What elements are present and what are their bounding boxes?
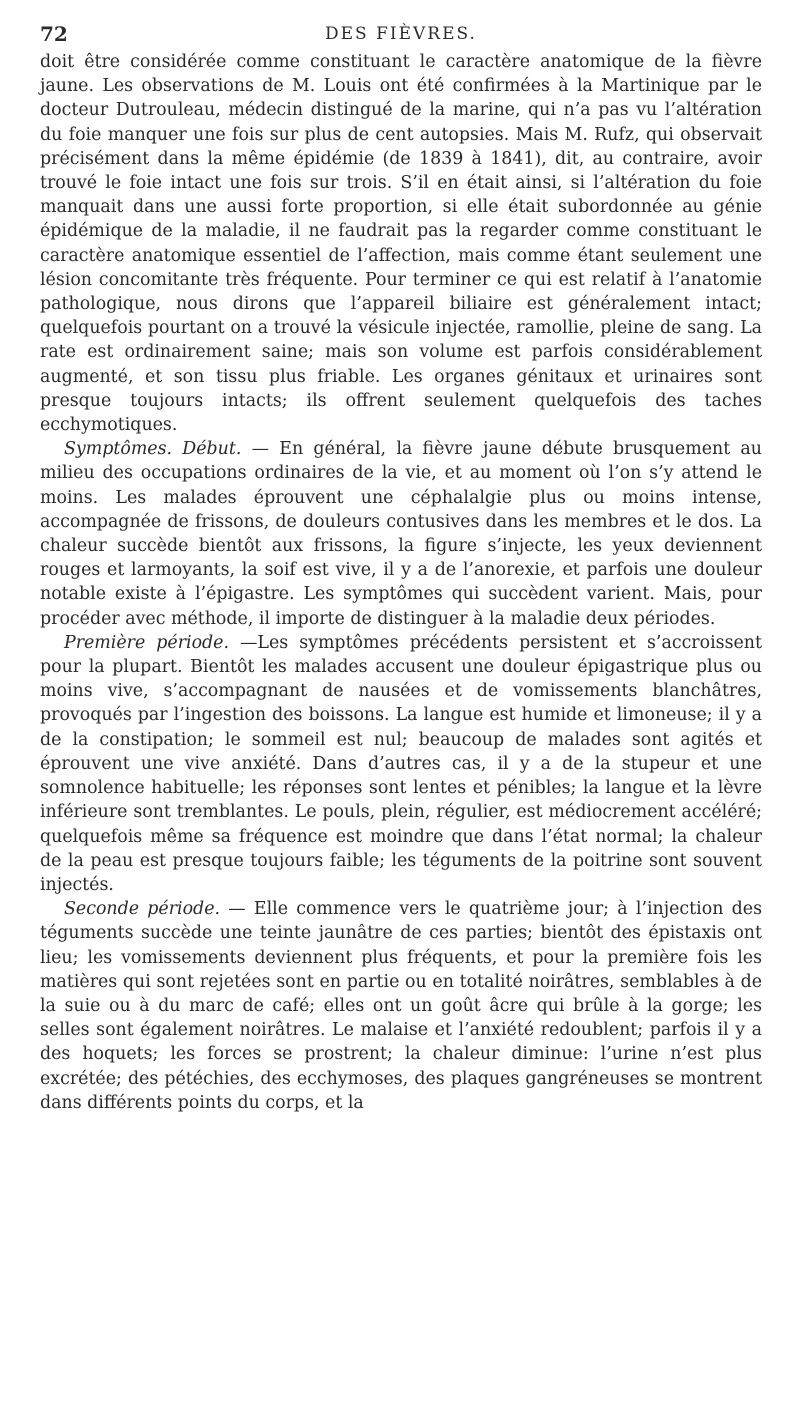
paragraph-text: —Les symptômes précédents persistent et s’accroissent pour la plupart. Bientôt les malades accusent une douleur épigastrique plus ou moins vive, s’accompagnant de nausées et de vomissements blanchâtres, provoqués par l’ingestion des boissons. La langue est humide et limoneuse; il y a de la constipation; le sommeil est nul; beaucoup de malades sont agités et éprouvent une vive anxiété. Dans d’autres cas, il y a de la stupeur et une somnolence habituelle; les réponses sont lentes et pénibles; la langue et la lèvre inférieure sont tremblantes. Le pouls, plein, régulier, est médiocrement accéléré; quelquefois même sa fréquence est moindre que dans l’état normal; la chaleur de la peau est presque toujours faible; les téguments de la poitrine sont souvent injectés. xyxy=(40,632,762,895)
paragraph-text: — Elle commence vers le quatrième jour; à l’injection des téguments succède une teinte jaunâtre de ces parties; bientôt des épistaxis ont lieu; les vomissements deviennent plus fréquents, et pour la première fois les matières qui sont rejetées sont en partie ou en totalité noirâtres, semblables à de la suie ou à du marc de café; elles ont un goût âcre qui brûle à la gorge; les selles sont également noirâtres. Le malaise et l’anxiété redoublent; parfois il y a des hoquets; les forces se prostrent; la chaleur diminue: l’urine n’est plus excrétée; des pétéchies, des ecchymoses, des plaques gangréneuses se montrent dans différents points du corps, et la xyxy=(40,899,762,1113)
section-heading-symptomes: Symptômes. Début. xyxy=(64,439,242,460)
paragraph-second-period xyxy=(40,897,762,1115)
running-title: DES FIÈVRES. xyxy=(325,24,477,44)
running-head xyxy=(40,22,762,50)
section-heading-seconde-periode: Seconde période. xyxy=(64,899,221,920)
book-page xyxy=(40,22,762,1115)
paragraph-first-period xyxy=(40,631,762,897)
paragraph-symptoms-onset xyxy=(40,437,762,631)
paragraph-text: doit être considérée comme constituant le caractère anatomique de la fièvre jaune. Les observations de M. Louis ont été confirmées à la Martinique par le docteur Dutrouleau, médecin distingué de la marine, qui n’a pas vu l’altération du foie manquer une fois sur plus de cent autopsies. Mais M. Rufz, qui observait précisément dans la même épidémie (de 1839 à 1841), dit, au contraire, avoir trouvé le foie intact une fois sur trois. S’il en était ainsi, si l’altération du foie manquait dans une aussi forte proportion, si elle était subordonnée au génie épidémique de la maladie, il ne faudrait pas la regarder comme constituant le caractère anatomique essentiel de l’affection, mais comme étant seulement une lésion concomitante très fréquente. Pour terminer ce qui est relatif à l’anatomie pathologique, nous dirons que l’appareil biliaire est généralement intact; quelquefois pourtant on a trouvé la vésicule injectée, ramollie, pleine de sang. La rate est ordinairement saine; mais son volume est parfois considérablement augmenté, et son tissu plus friable. Les organes génitaux et urinaires sont presque toujours intacts; ils offrent seulement quelquefois des taches ecchymotiques. xyxy=(40,52,762,436)
paragraph-anatomy xyxy=(40,50,762,437)
section-heading-premiere-periode: Première période. xyxy=(64,632,229,653)
paragraph-text: — En général, la fièvre jaune débute brusquement au milieu des occupations ordinaires de la vie, et au moment où l’on s’y attend le moins. Les malades éprouvent une céphalalgie plus ou moins intense, accompagnée de frissons, de douleurs contusives dans les membres et le dos. La chaleur succède bientôt aux frissons, la figure s’injecte, les yeux deviennent rouges et larmoyants, la soif est vive, il y a de l’anorexie, et parfois une douleur notable existe à l’épigastre. Les symptômes qui succèdent varient. Mais, pour procéder avec méthode, il importe de distinguer à la maladie deux périodes. xyxy=(40,439,763,629)
body-text xyxy=(40,50,762,1115)
page-number: 72 xyxy=(40,22,68,46)
